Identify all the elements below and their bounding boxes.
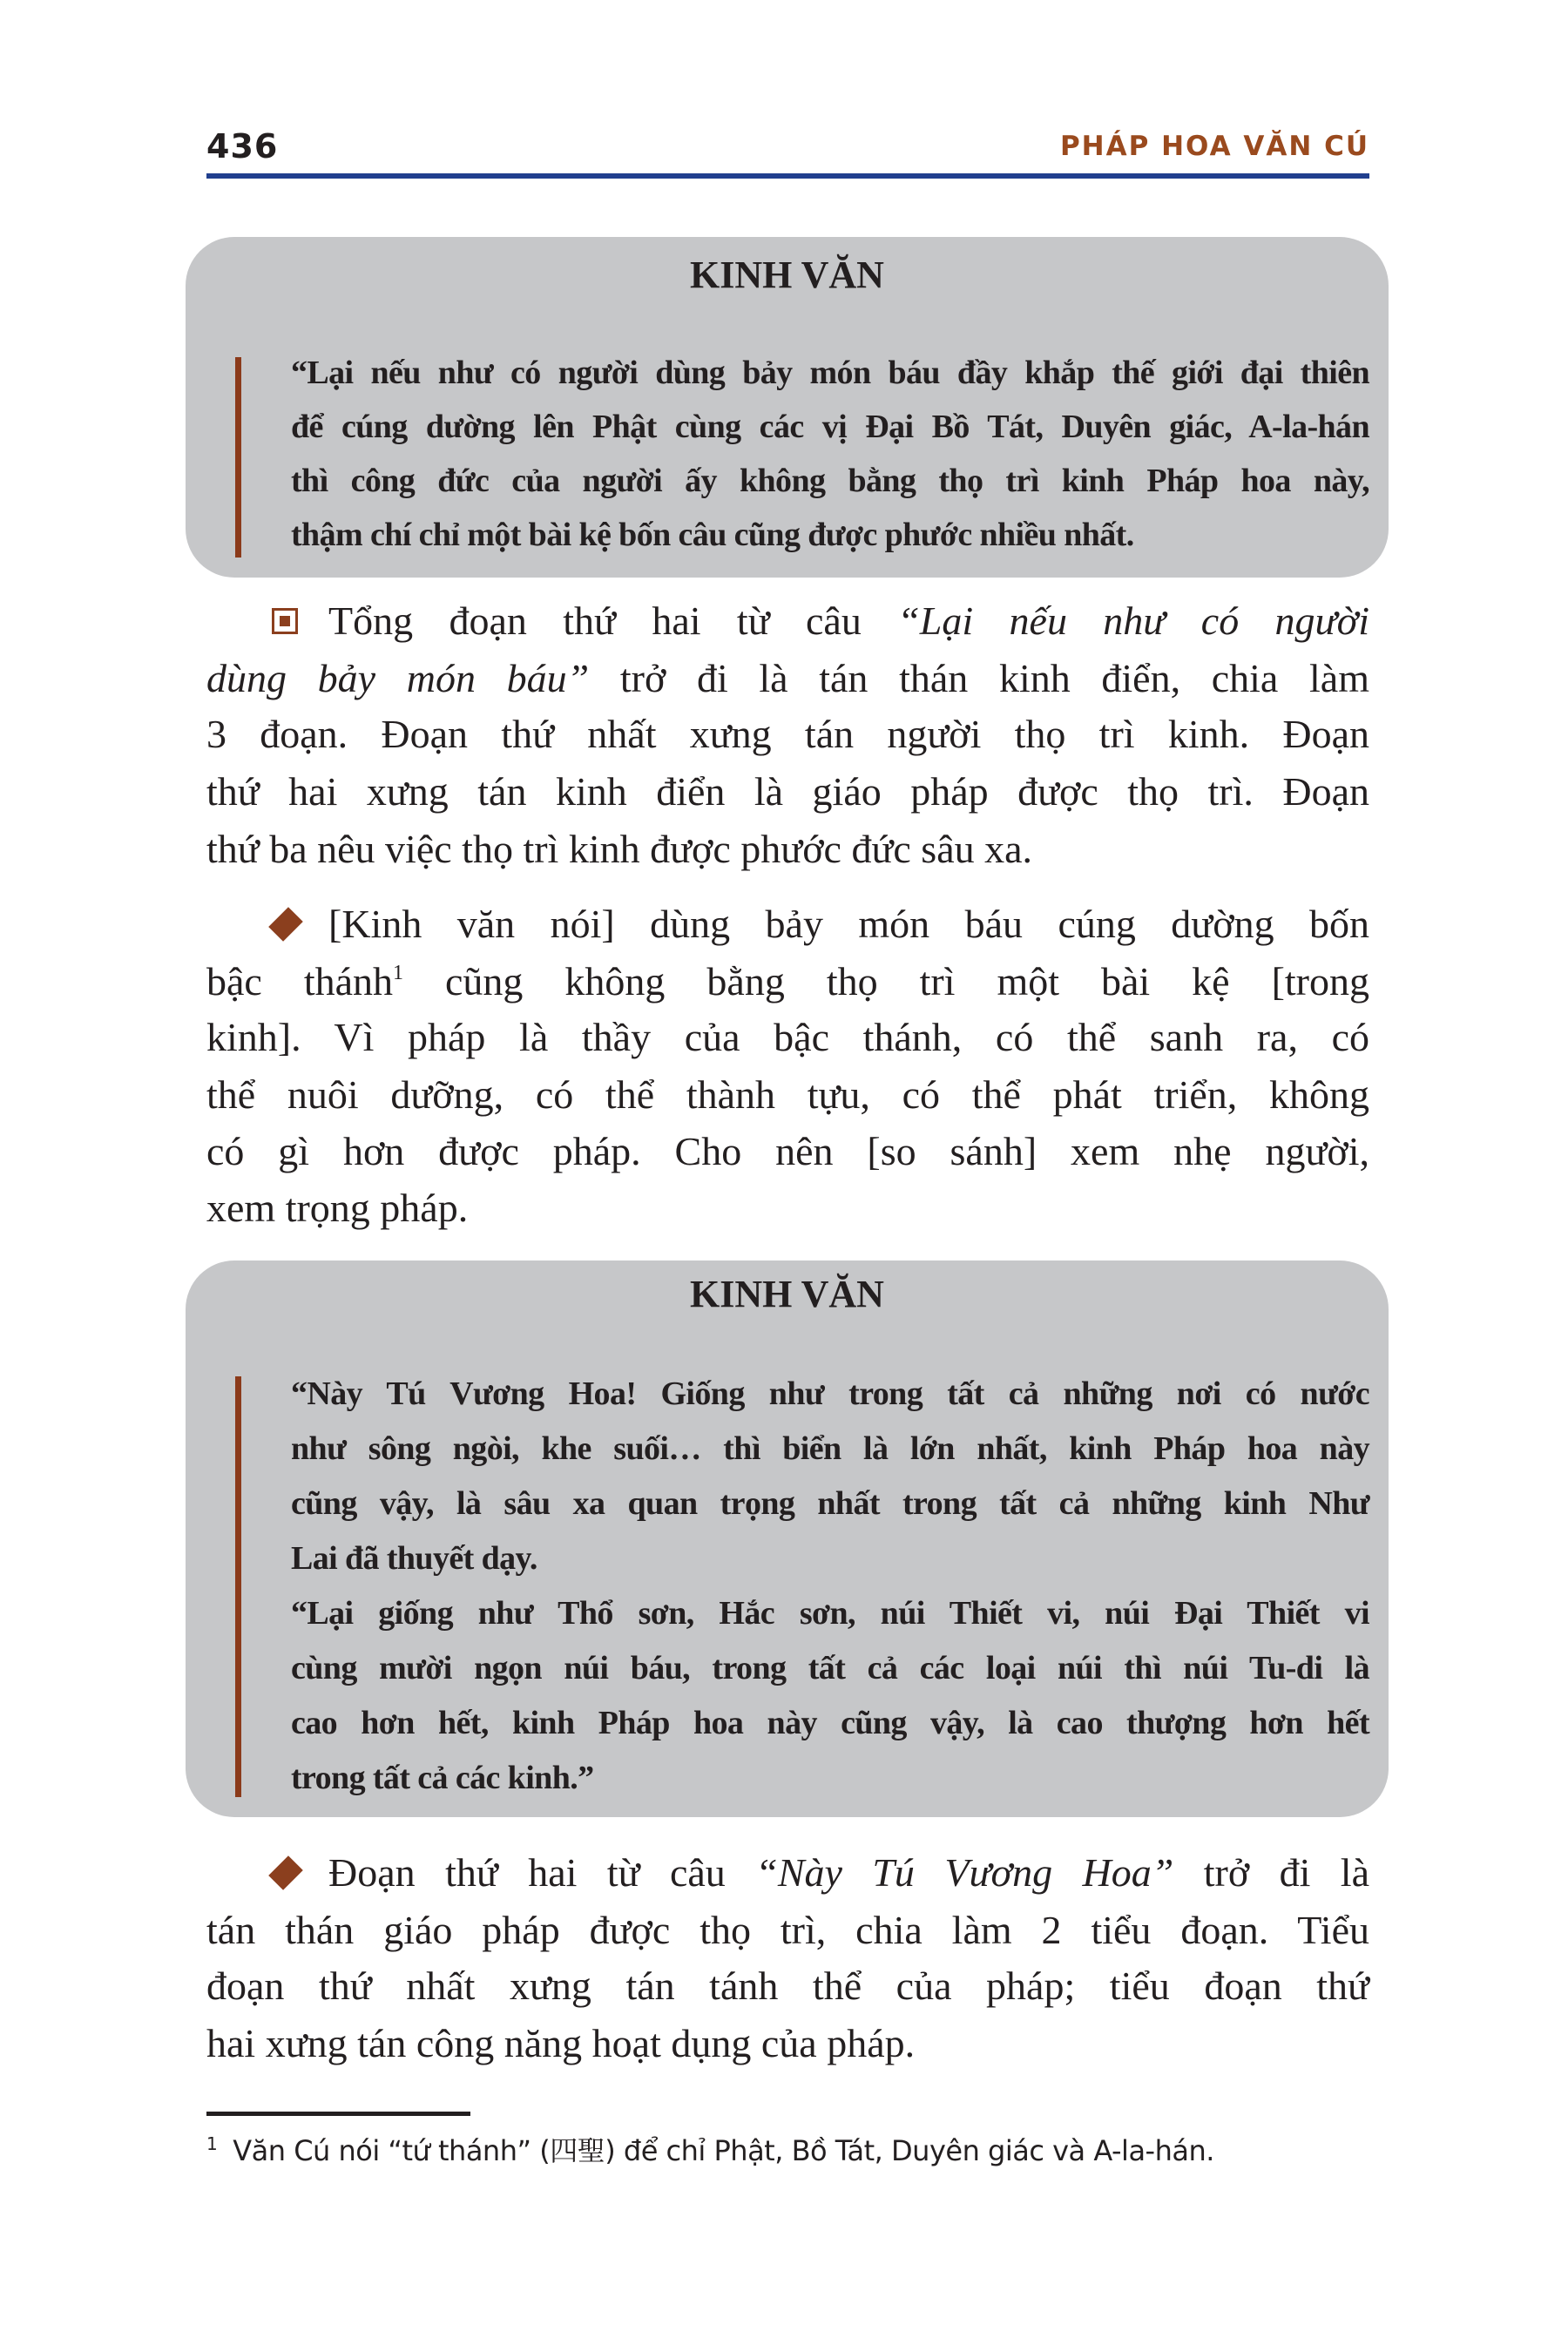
text-span: xem trọng pháp.	[206, 1186, 469, 1230]
footnote-ref: 1	[393, 962, 404, 984]
text-span: kinh]. Vì pháp là thầy của bậc thánh, có thể sanh ra, có	[206, 1015, 1369, 1059]
quote-line: cũng vậy, là sâu xa quan trọng nhất trong tất cả những kinh Như	[291, 1485, 1369, 1522]
text-span: bậc thánh	[206, 959, 394, 1004]
quoted-phrase: “Này Tú Vương Hoa”	[755, 1850, 1174, 1895]
text-span: trở đi là tán thán kinh điển, chia làm	[589, 656, 1369, 700]
text-line	[206, 954, 1369, 1010]
text-span: hai xưng tán công năng hoạt dụng của pháp.	[206, 2021, 916, 2065]
sutra-box-1	[186, 237, 1389, 578]
text-line	[206, 651, 1369, 706]
text-line	[206, 764, 1369, 820]
text-span: Tổng đoạn thứ hai từ câu	[328, 598, 898, 643]
text-span: đoạn thứ nhất xưng tán tánh thể của pháp; tiểu đoạn thứ	[206, 1963, 1369, 2008]
text-line	[206, 1903, 1369, 1958]
text-line	[206, 1010, 1369, 1065]
quote-line: để cúng dường lên Phật cùng các vị Đại Bồ Tát, Duyên giác, A-la-hán	[291, 409, 1369, 445]
diamond-bullet-icon	[268, 907, 303, 942]
book-title: PHÁP HOA VĂN CÚ	[1059, 131, 1369, 162]
quote-bar	[235, 357, 241, 558]
quote-line: “Lại nếu như có người dùng bảy món báu đầy khắp thế giới đại thiên	[291, 355, 1369, 391]
quote-line: thậm chí chỉ một bài kệ bốn câu cũng được phước nhiều nhất.	[291, 517, 1134, 553]
quote-line: thì công đức của người ấy không bằng thọ trì kinh Pháp hoa này,	[291, 463, 1369, 499]
text-span: thể nuôi dưỡng, có thể thành tựu, có thể phát triển, không	[206, 1072, 1369, 1117]
text-line	[328, 896, 1369, 952]
quote-line: như sông ngòi, khe suối… thì biển là lớn nhất, kinh Pháp hoa này	[291, 1430, 1369, 1467]
quote-line: “Lại giống như Thổ sơn, Hắc sơn, núi Thiết vi, núi Đại Thiết vi	[291, 1595, 1369, 1632]
text-line	[206, 1958, 1369, 2014]
text-span: tán thán giáo pháp được thọ trì, chia làm 2 tiểu đoạn. Tiểu	[206, 1908, 1369, 1952]
quote-line: cùng mười ngọn núi báu, trong tất cả các loại núi thì núi Tu-di là	[291, 1650, 1369, 1686]
text-line	[206, 1180, 1369, 1236]
footnote-number: 1	[206, 2133, 218, 2154]
sutra-box-title: KINH VĂN	[690, 253, 884, 296]
quote-line: trong tất cả các kinh.”	[291, 1760, 594, 1796]
text-span: cũng không bằng thọ trì một bài kệ [trong	[403, 959, 1370, 1004]
text-line	[328, 593, 1369, 649]
text-span: 3 đoạn. Đoạn thứ nhất xưng tán người thọ trì kinh. Đoạn	[206, 712, 1369, 756]
page-number: 436	[206, 127, 279, 166]
text-span: [Kinh văn nói] dùng bảy món báu cúng dường bốn	[328, 902, 1369, 946]
text-span: thứ ba nêu việc thọ trì kinh được phước đức sâu xa.	[206, 827, 1033, 871]
quote-bar	[235, 1376, 241, 1797]
quote-line: “Này Tú Vương Hoa! Giống như trong tất cả những nơi có nước	[291, 1375, 1369, 1412]
text-line	[206, 706, 1369, 762]
text-span: có gì hơn được pháp. Cho nên [so sánh] xem nhẹ người,	[206, 1129, 1369, 1173]
text-line	[206, 1124, 1369, 1179]
quote-line: cao hơn hết, kinh Pháp hoa này cũng vậy, là cao thượng hơn hết	[291, 1705, 1369, 1741]
text-span: Đoạn thứ hai từ câu	[328, 1850, 756, 1895]
quoted-phrase: “Lại nếu như có người	[897, 598, 1369, 643]
sutra-box-2	[186, 1260, 1389, 1817]
diamond-bullet-icon	[268, 1855, 303, 1890]
text-line	[328, 1845, 1369, 1901]
sutra-box-title: KINH VĂN	[690, 1273, 884, 1315]
text-span: trở đi là	[1173, 1850, 1370, 1895]
footnote-text: Văn Cú nói “tứ thánh” (四聖) để chỉ Phật, Bồ Tát, Duyên giác và A-la-hán.	[233, 2134, 1214, 2167]
quoted-phrase: dùng bảy món báu”	[206, 656, 590, 700]
text-line	[206, 2016, 1369, 2072]
square-bullet-icon	[272, 608, 298, 634]
header-rule	[206, 173, 1369, 179]
footnote	[206, 2129, 1214, 2169]
text-line	[206, 821, 1369, 877]
quote-line: Lai đã thuyết dạy.	[291, 1540, 537, 1577]
text-line	[206, 1067, 1369, 1123]
text-span: thứ hai xưng tán kinh điển là giáo pháp được thọ trì. Đoạn	[206, 769, 1369, 814]
footnote-rule	[206, 2112, 470, 2116]
